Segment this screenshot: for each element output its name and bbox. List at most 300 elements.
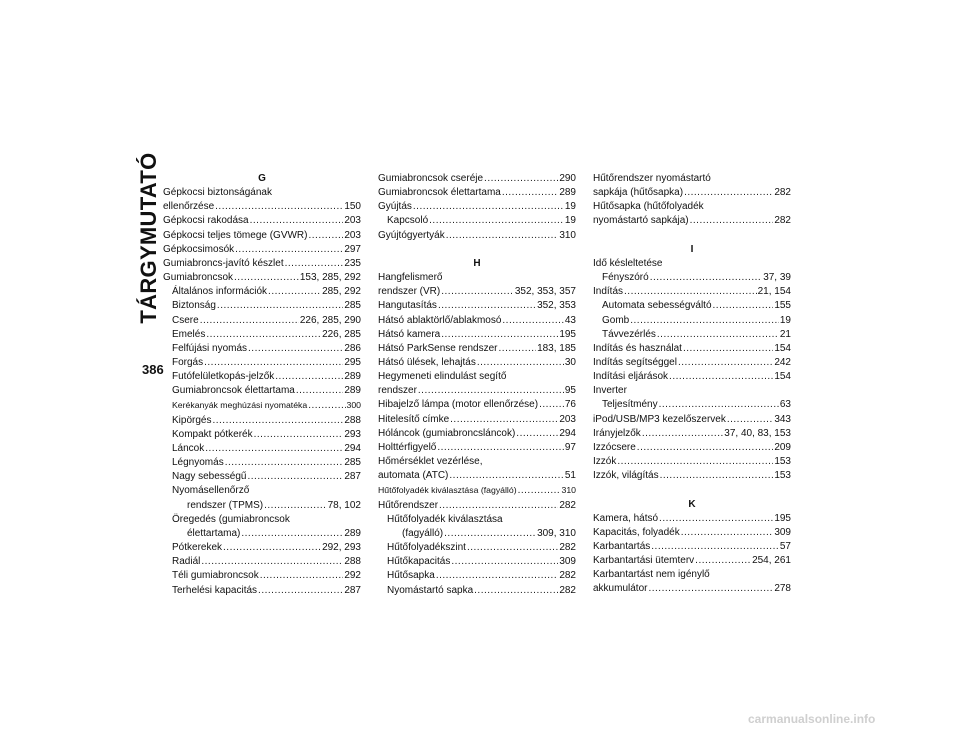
index-entry [163,442,361,456]
index-entry-page-ref: 153 [774,456,791,468]
index-entry-label: Hangutasítás [378,300,437,312]
index-entry-page-ref: 183, 185 [537,342,576,354]
index-entry-page-ref: 254, 261 [752,555,791,567]
dot-leader [502,186,558,200]
dot-leader [669,370,773,384]
index-entry-page-ref: 154 [774,342,791,354]
index-entry-text: Hűtősapka (hűtőfolyadék [593,201,704,213]
index-entry [378,499,576,513]
index-entry-page-ref: 21, 154 [757,286,791,298]
index-entry [163,328,361,342]
dot-leader [264,499,327,513]
index-entry-page-ref: 203 [559,413,576,425]
index-entry-label: Kipörgés [172,414,212,426]
index-entry-page-ref: 309 [559,556,576,568]
index-entry-page-ref: 153, 285, 292 [299,272,361,284]
index-entry-label: Automata sebességváltó [602,300,712,312]
dot-leader [648,582,773,596]
dot-leader [308,399,345,413]
index-entry-page-ref: 292 [344,570,361,582]
index-entry-label: Gumiabroncsok [163,272,234,284]
index-column-2 [378,172,576,598]
index-entry [378,541,576,555]
dot-leader [285,257,344,271]
index-entry [378,314,576,328]
index-entry-page-ref: 154 [774,371,791,383]
dot-leader [727,413,773,427]
index-entry-page-ref: 282 [559,499,576,511]
index-entry-label: Indítási eljárások [593,371,669,383]
dot-leader [217,299,343,313]
index-entry [163,414,361,428]
section-spacer [378,243,576,257]
index-entry-page-ref: 309 [774,526,791,538]
index-entry-page-ref: 155 [774,300,791,312]
dot-leader [449,469,563,483]
dot-leader [681,526,774,540]
index-entry-label: sapkája (hűtősapka) [593,187,684,199]
section-spacer [593,483,791,497]
dot-leader [437,441,564,455]
index-entry-label: Futófelületkopás-jelzők [172,371,275,383]
index-entry-page-ref: 95 [564,385,576,397]
index-entry-label: Biztonság [172,300,216,312]
index-entry-label: Karbantartás [593,541,651,552]
index-entry-label: Indítás [593,286,624,298]
index-entry-label: Gépkocsi teljes tömege (GVWR) [163,229,308,241]
index-entry-label: Csere [172,314,199,326]
index-entry [378,342,576,356]
index-entry-label: ellenőrzése [163,201,215,213]
index-entry-label: Gyújtás [378,201,412,213]
index-letter-heading: G [258,173,266,184]
index-entry [593,314,791,328]
dot-leader [235,243,343,257]
dot-leader [441,328,558,342]
index-entry-label: Hűtőfolyadék kiválasztása (fagyálló) [378,485,517,496]
index-entry-page-ref: 309, 310 [537,527,576,539]
index-entry [378,569,576,583]
index-entry-label: Fényszóró [602,272,649,284]
index-entry [163,271,361,285]
index-entry-label: Hűtőkapacitás [387,556,451,568]
dot-leader [206,328,321,342]
index-entry-page-ref: 282 [559,570,576,582]
index-entry-text: Idő késleltetése [593,257,663,269]
dot-leader [683,342,773,356]
dot-leader [499,342,537,356]
index-entry-text: Gépkocsi biztonságának [163,187,272,199]
index-entry [378,285,576,299]
index-entry [378,200,576,214]
index-entry-text: Hangfelismerő [378,272,443,284]
dot-leader [223,541,321,555]
index-entry [593,413,791,427]
index-entry-label: Hűtősapka [387,570,435,582]
index-entry-page-ref: 57 [779,541,791,552]
index-entry-page-ref: 278 [774,583,791,595]
index-entry-text: Öregedés (gumiabroncsok [172,513,290,525]
dot-leader [450,413,558,427]
dot-leader [250,214,344,228]
index-entry-page-ref: 282 [559,542,576,554]
index-entry-page-ref: 282 [559,584,576,596]
dot-leader [637,441,774,455]
index-entry [163,285,361,299]
index-entry-page-ref: 195 [774,512,791,524]
index-entry-label: Izzók, világítás [593,470,659,482]
dot-leader [201,555,343,569]
dot-leader [234,271,299,285]
index-entry-text: Nyomásellenőrző [172,485,250,497]
index-letter-heading: H [473,257,481,269]
dot-leader [650,271,763,285]
index-entry-page-ref: 310 [559,229,576,241]
index-entry [593,328,791,342]
index-entry [378,186,576,200]
index-entry-page-ref: 287 [344,471,361,483]
index-entry-page-ref: 76 [564,399,576,411]
dot-leader [205,442,343,456]
index-entry-label: Irányjelzők [593,427,641,439]
index-entry-page-ref: 209 [774,441,791,453]
index-entry [163,470,361,484]
index-entry-label: Gumiabroncsok élettartama [172,385,295,397]
dot-leader [248,342,343,356]
index-entry-label: Hátsó ülések, lehajtás [378,357,476,368]
dot-leader [215,200,343,214]
index-entry-label: Terhelési kapacitás [172,584,258,596]
watermark: carmanualsonline.info [748,712,876,726]
dot-leader [617,455,773,469]
index-entry [163,243,361,257]
dot-leader [200,314,299,328]
index-entry-page-ref: 235 [344,257,361,269]
index-entry-page-ref: 289 [344,385,361,397]
dot-leader [713,299,774,313]
index-entry [593,299,791,313]
index-entry-text: Hűtőfolyadék kiválasztása [387,513,503,525]
index-entry-page-ref: 294 [559,427,576,439]
index-entry-page-ref: 287 [344,584,361,596]
index-entry [378,299,576,313]
dot-leader [518,484,561,498]
index-entry [378,356,576,370]
dot-leader [254,428,344,442]
index-entry [378,427,576,441]
index-entry-text: Karbantartást nem igénylő [593,569,710,581]
index-entry [593,271,791,285]
index-entry-label: Pótkerekek [172,542,223,554]
dot-leader [225,456,344,470]
index-entry-label: Gumiabroncsok cseréje [378,173,484,184]
index-entry-label: Gépkocsi rakodása [163,215,249,227]
index-entry [378,527,576,541]
index-entry [163,370,361,384]
index-entry-label: Hitelesítő címke [378,413,450,425]
index-entry [163,527,361,541]
index-entry-label: Hibajelző lámpa (motor ellenőrzése) [378,399,539,411]
index-entry [163,428,361,442]
index-entry [163,398,361,413]
index-entry-page-ref: 226, 285, 290 [299,314,361,326]
index-entry [163,584,361,598]
index-entry-label: nyomástartó sapkája) [593,215,689,227]
index-column-3 [593,172,791,597]
index-entry [593,370,791,384]
index-entry-label: automata (ATC) [378,470,449,482]
index-entry-label: Hátsó ablaktörlő/ablakmosó [378,314,502,326]
dot-leader [484,172,558,186]
index-entry [163,314,361,328]
index-entry-page-ref: 292, 293 [322,542,361,554]
index-entry-page-ref: 19 [564,201,576,213]
index-entry-page-ref: 286 [344,342,361,354]
dot-leader [467,541,558,555]
index-entry-page-ref: 288 [344,414,361,426]
index-entry-page-ref: 285 [344,300,361,312]
index-entry [378,469,576,483]
index-entry [163,555,361,569]
index-entry-page-ref: 352, 353 [537,300,576,312]
index-entry [593,526,791,540]
index-entry-page-ref: 19 [564,215,576,227]
index-entry [378,214,576,228]
index-entry-page-ref: 242 [774,357,791,368]
dot-leader [642,427,723,441]
index-entry-label: Hűtőfolyadékszint [387,542,466,554]
index-entry [163,384,361,398]
index-letter-heading: K [688,498,696,510]
index-entry-page-ref: 293 [344,428,361,440]
index-entry-page-ref: 285, 292 [322,286,361,298]
index-entry-page-ref: 289 [344,527,361,539]
dot-leader [418,384,564,398]
dot-leader [436,569,559,583]
index-entry-label: Kompakt pótkerék [172,428,253,440]
index-entry-label: Távvezérlés [602,328,656,340]
index-letter-heading: I [690,243,694,255]
index-entry-label: Kapcsoló [387,215,429,227]
page-number: 386 [142,362,164,377]
index-entry [163,342,361,356]
dot-leader [659,512,773,526]
index-entry-page-ref: 30 [564,357,576,368]
index-entry [593,455,791,469]
index-column-1 [163,172,361,598]
index-entry [163,257,361,271]
dot-leader [630,314,779,328]
index-entry-label: Indítás és használat [593,342,682,354]
index-entry-label: Láncok [172,442,205,454]
index-entry [378,555,576,569]
dot-leader [695,554,751,568]
index-entry-label: Kerékanyák meghúzási nyomatéka [172,400,308,411]
index-entry-label: Téli gumiabroncsok [172,570,259,582]
index-entry [163,299,361,313]
index-entry-page-ref: 289 [344,371,361,383]
index-entry-label: Nagy sebességű [172,471,247,483]
index-entry-label: rendszer [378,385,417,397]
dot-leader [446,229,559,243]
index-entry-page-ref: 352, 353, 357 [514,286,576,298]
index-entry [378,172,576,186]
index-entry-page-ref: 19 [779,314,791,326]
index-entry-page-ref: 295 [344,357,361,369]
index-entry-label: Karbantartási ütemterv [593,555,695,567]
index-entry-label: Gumiabroncs-javító készlet [163,257,284,269]
index-entry [593,469,791,483]
dot-leader [684,186,773,200]
index-entry-label: Hátsó ParkSense rendszer [378,342,498,354]
index-entry [593,186,791,200]
index-entry-page-ref: 37, 40, 83, 153 [724,427,791,439]
index-entry-page-ref: 310 [561,485,576,496]
dot-leader [439,499,558,513]
index-entry-page-ref: 285 [344,457,361,469]
dot-leader [258,584,343,598]
index-entry-label: Kamera, hátsó [593,512,659,524]
dot-leader [651,540,779,554]
index-entry [163,229,361,243]
index-entry-page-ref: 63 [779,399,791,411]
index-entry [593,285,791,299]
dot-leader [539,398,564,412]
dot-leader [624,285,757,299]
index-entry-page-ref: 343 [774,413,791,425]
index-entry [378,384,576,398]
section-title-vertical [134,152,164,324]
index-entry-page-ref: 289 [559,187,576,199]
index-entry [378,229,576,243]
index-entry-label: Holttérfigyelő [378,441,437,453]
index-entry-page-ref: 288 [344,556,361,568]
index-entry-page-ref: 282 [774,215,791,227]
index-entry-label: akkumulátor [593,583,648,595]
dot-leader [212,414,343,428]
dot-leader [204,356,343,370]
index-entry-page-ref: 300 [346,400,361,411]
index-entry [378,328,576,342]
index-entry [593,554,791,568]
index-entry [378,584,576,598]
dot-leader [429,214,564,228]
index-entry-page-ref: 37, 39 [763,272,791,284]
index-entry [593,356,791,370]
index-entry-label: Felfújási nyomás [172,342,248,354]
index-entry-label: Gyújtógyertyák [378,229,445,241]
index-entry-page-ref: 43 [564,314,576,326]
dot-leader [477,356,564,370]
index-entry-label: Radiál [172,556,201,568]
index-entry-page-ref: 150 [344,201,361,213]
index-entry [163,456,361,470]
dot-leader [438,299,536,313]
index-entry-text: Hőmérséklet vezérlése, [378,456,483,468]
index-entry-label: (fagyálló) [402,527,444,539]
index-entry [593,342,791,356]
index-entry-page-ref: 282 [774,187,791,199]
index-entry-page-ref: 203 [344,215,361,227]
index-entry [163,569,361,583]
dot-leader [659,398,779,412]
section-title-text: TÁRGYMUTATÓ [136,152,161,324]
index-entry-page-ref: 21 [779,328,791,340]
index-entry-page-ref: 51 [564,470,576,482]
dot-leader [241,527,343,541]
dot-leader [660,469,774,483]
dot-leader [275,370,343,384]
index-entry-page-ref: 294 [344,442,361,454]
index-entry [378,398,576,412]
index-entry-label: Gépkocsimosók [163,243,235,255]
dot-leader [248,470,344,484]
index-entry [163,499,361,513]
index-entry-label: rendszer (VR) [378,286,441,298]
dot-leader [474,584,558,598]
index-entry [593,540,791,554]
section-spacer [593,229,791,243]
index-entry-page-ref: 297 [344,243,361,255]
index-entry-label: Nyomástartó sapka [387,584,474,596]
dot-leader [678,356,773,370]
index-entry [163,541,361,555]
index-entry-label: Hóláncok (gumiabroncsláncok) [378,427,516,439]
index-entry [378,483,576,498]
index-entry [163,200,361,214]
dot-leader [413,200,564,214]
index-entry-text: Hűtőrendszer nyomástartó [593,173,711,184]
index-entry-label: Kapacitás, folyadék [593,526,680,538]
index-entry [378,413,576,427]
index-entry [593,214,791,228]
index-entry [593,441,791,455]
dot-leader [296,384,343,398]
index-entry-label: Hátsó kamera [378,328,441,340]
index-entry-text: Hegymeneti elindulást segítő [378,371,507,383]
index-entry-label: Gumiabroncsok élettartama [378,187,501,199]
index-entry-label: rendszer (TPMS) [187,499,264,511]
dot-leader [516,427,558,441]
index-entry [378,441,576,455]
dot-leader [690,214,774,228]
index-entry [593,582,791,596]
index-entry-label: iPod/USB/MP3 kezelőszervek [593,413,726,425]
index-entry-label: Izzók [593,456,617,468]
index-entry [593,427,791,441]
index-entry-text: Inverter [593,385,627,397]
dot-leader [441,285,514,299]
index-entry [163,214,361,228]
index-entry-label: Légnyomás [172,457,224,469]
index-entry-page-ref: 203 [344,229,361,241]
index-entry-page-ref: 195 [559,328,576,340]
index-entry-page-ref: 290 [559,173,576,184]
dot-leader [657,328,779,342]
index-entry [593,512,791,526]
index-entry-page-ref: 97 [564,441,576,453]
index-entry [593,398,791,412]
index-entry-label: élettartama) [187,527,241,539]
index-entry-label: Teljesítmény [602,399,658,411]
index-entry-page-ref: 226, 285 [322,328,361,340]
dot-leader [309,229,344,243]
dot-leader [451,555,558,569]
dot-leader [268,285,321,299]
index-entry-page-ref: 78, 102 [327,499,361,511]
dot-leader [502,314,563,328]
index-entry-label: Indítás segítséggel [593,357,677,368]
